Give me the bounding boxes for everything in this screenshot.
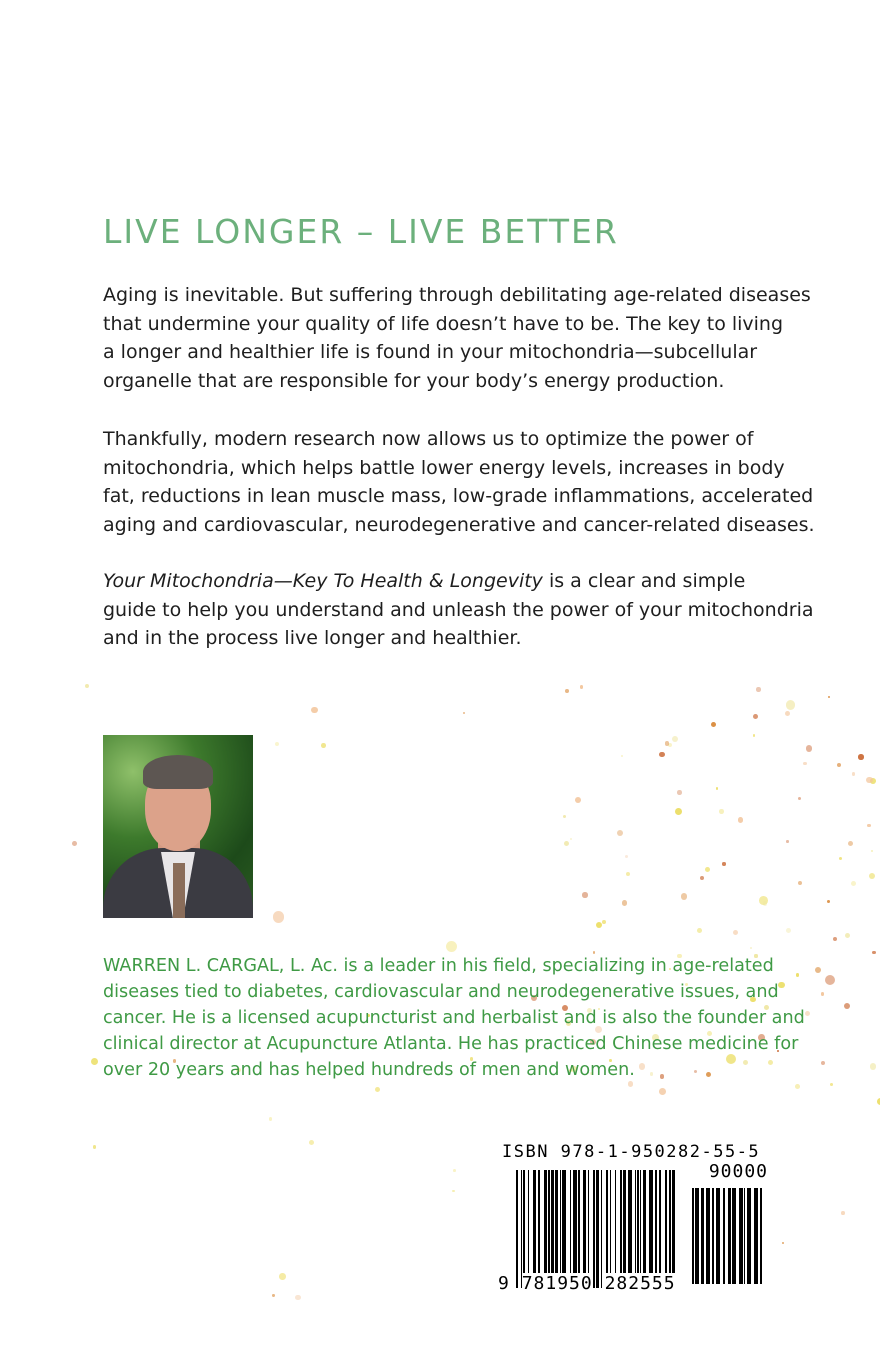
barcode-bar — [754, 1188, 758, 1284]
barcode-bar — [739, 1188, 743, 1284]
particle-dot — [782, 1242, 785, 1245]
particle-dot — [798, 797, 801, 800]
barcode-bar — [706, 1188, 710, 1284]
particle-dot — [463, 712, 465, 714]
particle-dot — [753, 714, 758, 719]
particle-dot — [321, 743, 326, 748]
particle-dot — [665, 741, 669, 745]
text-line: over 20 years and has helped hundreds of men and women. — [103, 1060, 635, 1080]
particle-dot — [596, 922, 602, 928]
particle-dot — [91, 1058, 98, 1065]
barcode-bar — [760, 1188, 762, 1284]
particle-dot — [711, 722, 716, 727]
barcode-bar — [744, 1188, 745, 1284]
particle-dot — [795, 1084, 800, 1089]
heading: LIVE LONGER – LIVE BETTER — [103, 212, 619, 251]
particle-dot — [295, 1295, 300, 1300]
barcode-bar — [732, 1188, 736, 1284]
particle-dot — [275, 742, 279, 746]
particle-dot — [570, 838, 572, 840]
particle-dot — [763, 901, 767, 905]
barcode-bar — [628, 1170, 632, 1288]
particle-dot — [750, 947, 752, 949]
text-line: cancer. He is a licensed acupuncturist and herbalist and is also the founder and — [103, 1008, 805, 1028]
particle-dot — [453, 1169, 456, 1172]
barcode-bar — [593, 1170, 595, 1288]
barcode-addon-bars — [692, 1188, 768, 1284]
barcode-bar — [620, 1170, 622, 1288]
particle-dot — [806, 745, 813, 752]
particle-dot — [565, 689, 569, 693]
particle-dot — [575, 797, 581, 803]
barcode-bar — [606, 1170, 608, 1288]
ean-left-digits: 781950 — [521, 1273, 593, 1294]
particle-dot — [815, 967, 821, 973]
text-line: Aging is inevitable. But suffering through debilitating age-related diseases — [103, 284, 811, 306]
particle-dot — [785, 711, 790, 716]
isbn-barcode — [496, 1138, 774, 1298]
barcode-bar — [655, 1170, 657, 1288]
barcode-bar — [669, 1170, 671, 1288]
barcode-bar — [649, 1170, 653, 1288]
particle-dot — [621, 755, 623, 757]
text-line: mitochondria, which helps battle lower energy levels, increases in body — [103, 456, 785, 479]
text-line: fat, reductions in lean muscle mass, low-grade inflammations, accelerated — [103, 485, 814, 508]
barcode-bar — [523, 1170, 525, 1288]
barcode-bar — [716, 1188, 720, 1284]
particle-dot — [867, 824, 870, 827]
barcode-bar — [596, 1170, 599, 1288]
particle-dot — [803, 762, 807, 766]
particle-dot — [93, 1145, 97, 1149]
particle-dot — [716, 787, 719, 790]
particle-dot — [452, 1190, 455, 1193]
barcode-bar — [548, 1170, 550, 1288]
particle-dot — [617, 830, 623, 836]
isbn-label: ISBN 978-1-950282-55-5 — [502, 1142, 761, 1162]
text-line: diseases tied to diabetes, cardiovascular and neurodegenerative issues, and — [103, 982, 779, 1002]
book-title: Your Mitochondria—Key To Health & Longevity — [103, 570, 543, 592]
particle-dot — [753, 734, 756, 737]
barcode-bar — [578, 1170, 580, 1288]
barcode-bar — [555, 1170, 558, 1288]
particle-dot — [833, 937, 838, 942]
barcode-bars — [516, 1170, 676, 1288]
text-line: a longer and healthier life is found in your mitochondria—subcellular — [103, 341, 758, 364]
text-line — [103, 567, 814, 596]
particle-dot — [72, 841, 77, 846]
barcode-bar — [701, 1188, 704, 1284]
text-line: aging and cardiovascular, neurodegenerative and cancer-related diseases. — [103, 514, 815, 537]
particle-dot — [279, 1273, 286, 1280]
barcode-bar — [601, 1170, 602, 1288]
text-line: WARREN L. CARGAL, L. Ac. is a leader in his field, specializing in age-related — [103, 956, 774, 976]
barcode-bar — [570, 1170, 571, 1288]
barcode-bar — [521, 1170, 522, 1288]
barcode-bar — [692, 1188, 694, 1284]
particle-dot — [839, 857, 843, 861]
barcode-bar — [528, 1170, 529, 1288]
particle-dot — [719, 809, 724, 814]
particle-dot — [722, 862, 725, 865]
particle-dot — [622, 900, 628, 906]
research-paragraph — [103, 425, 815, 540]
particle-dot — [837, 763, 841, 767]
particle-dot — [872, 951, 876, 955]
ean-first-digit: 9 — [498, 1273, 510, 1294]
particle-dot — [786, 840, 788, 842]
particle-dot — [375, 1087, 380, 1092]
barcode-bar — [695, 1188, 699, 1284]
barcode-bar — [544, 1170, 547, 1288]
barcode-bar — [560, 1170, 561, 1288]
barcode-bar — [573, 1170, 577, 1288]
particle-dot — [805, 1011, 810, 1016]
ean-right-digits: 282555 — [604, 1273, 676, 1294]
particle-dot — [827, 900, 830, 903]
text-line: that undermine your quality of life doesn’t have to be. The key to living — [103, 312, 784, 335]
particle-dot — [626, 872, 630, 876]
particle-dot — [564, 841, 569, 846]
particle-dot — [272, 1294, 274, 1296]
particle-dot — [841, 1211, 845, 1215]
particle-dot — [273, 911, 284, 922]
book-paragraph — [103, 567, 814, 653]
barcode-bar — [728, 1188, 731, 1284]
barcode-bar — [665, 1170, 667, 1288]
barcode-bar — [659, 1170, 661, 1288]
particle-dot — [602, 920, 606, 924]
particle-dot — [786, 700, 796, 710]
particle-dot — [309, 1140, 314, 1145]
barcode-bar — [723, 1188, 725, 1284]
price-code: 90000 — [708, 1161, 768, 1182]
particle-dot — [700, 876, 704, 880]
particle-dot — [851, 881, 856, 886]
barcode-bar — [747, 1188, 751, 1284]
barcode-bar — [610, 1170, 611, 1288]
particle-dot — [672, 736, 678, 742]
particle-dot — [848, 841, 853, 846]
barcode-bar — [640, 1170, 641, 1288]
particle-dot — [825, 975, 835, 985]
text-line: Thankfully, modern research now allows us to optimize the power of — [103, 428, 754, 450]
barcode-bar — [533, 1170, 536, 1288]
particle-dot — [677, 790, 681, 794]
particle-dot — [625, 855, 628, 858]
author-bio — [103, 953, 805, 1083]
particle-dot — [786, 928, 791, 933]
particle-dot — [446, 941, 457, 952]
author-photo — [103, 735, 253, 918]
barcode-bar — [643, 1170, 646, 1288]
barcode-bar — [551, 1170, 554, 1288]
particle-dot — [733, 930, 738, 935]
particle-dot — [697, 928, 702, 933]
particle-dot — [830, 1083, 833, 1086]
particle-dot — [845, 933, 850, 938]
barcode-bar — [562, 1170, 566, 1288]
barcode-bar — [583, 1170, 586, 1288]
particle-dot — [659, 752, 664, 757]
particle-dot — [659, 1088, 666, 1095]
intro-paragraph — [103, 281, 811, 396]
ean-digits — [498, 1273, 676, 1294]
text-line: and in the process live longer and healthier. — [103, 627, 522, 650]
particle-dot — [269, 1117, 273, 1121]
particle-dot — [798, 881, 802, 885]
particle-dot — [866, 777, 872, 783]
particle-dot — [821, 1061, 825, 1065]
text-fragment: is a clear and simple — [542, 570, 746, 592]
particle-dot — [858, 754, 863, 759]
particle-dot — [869, 873, 875, 879]
particle-dot — [821, 992, 825, 996]
particle-dot — [870, 1063, 876, 1069]
text-line: organelle that are responsible for your body’s energy production. — [103, 370, 725, 393]
barcode-bar — [615, 1170, 616, 1288]
particle-dot — [705, 867, 710, 872]
barcode-bar — [672, 1170, 675, 1288]
particle-dot — [852, 772, 856, 776]
particle-dot — [311, 707, 318, 714]
text-line: guide to help you understand and unleash the power of your mitochondria — [103, 598, 814, 621]
barcode-bar — [516, 1170, 518, 1288]
barcode-bar — [712, 1188, 714, 1284]
particle-dot — [844, 1003, 850, 1009]
barcode-bar — [588, 1170, 589, 1288]
barcode-bar — [623, 1170, 626, 1288]
text-line: clinical director at Acupuncture Atlanta. He has practiced Chinese medicine for — [103, 1034, 799, 1054]
particle-dot — [871, 850, 873, 852]
particle-dot — [828, 696, 830, 698]
particle-dot — [580, 685, 583, 688]
particle-dot — [681, 893, 687, 899]
particle-dot — [563, 815, 566, 818]
barcode-bar — [635, 1170, 636, 1288]
particle-dot — [756, 687, 760, 691]
particle-dot — [675, 808, 682, 815]
barcode-bar — [637, 1170, 639, 1288]
barcode-bar — [538, 1170, 540, 1288]
particle-dot — [738, 817, 744, 823]
particle-dot — [582, 892, 587, 897]
particle-dot — [85, 684, 89, 688]
